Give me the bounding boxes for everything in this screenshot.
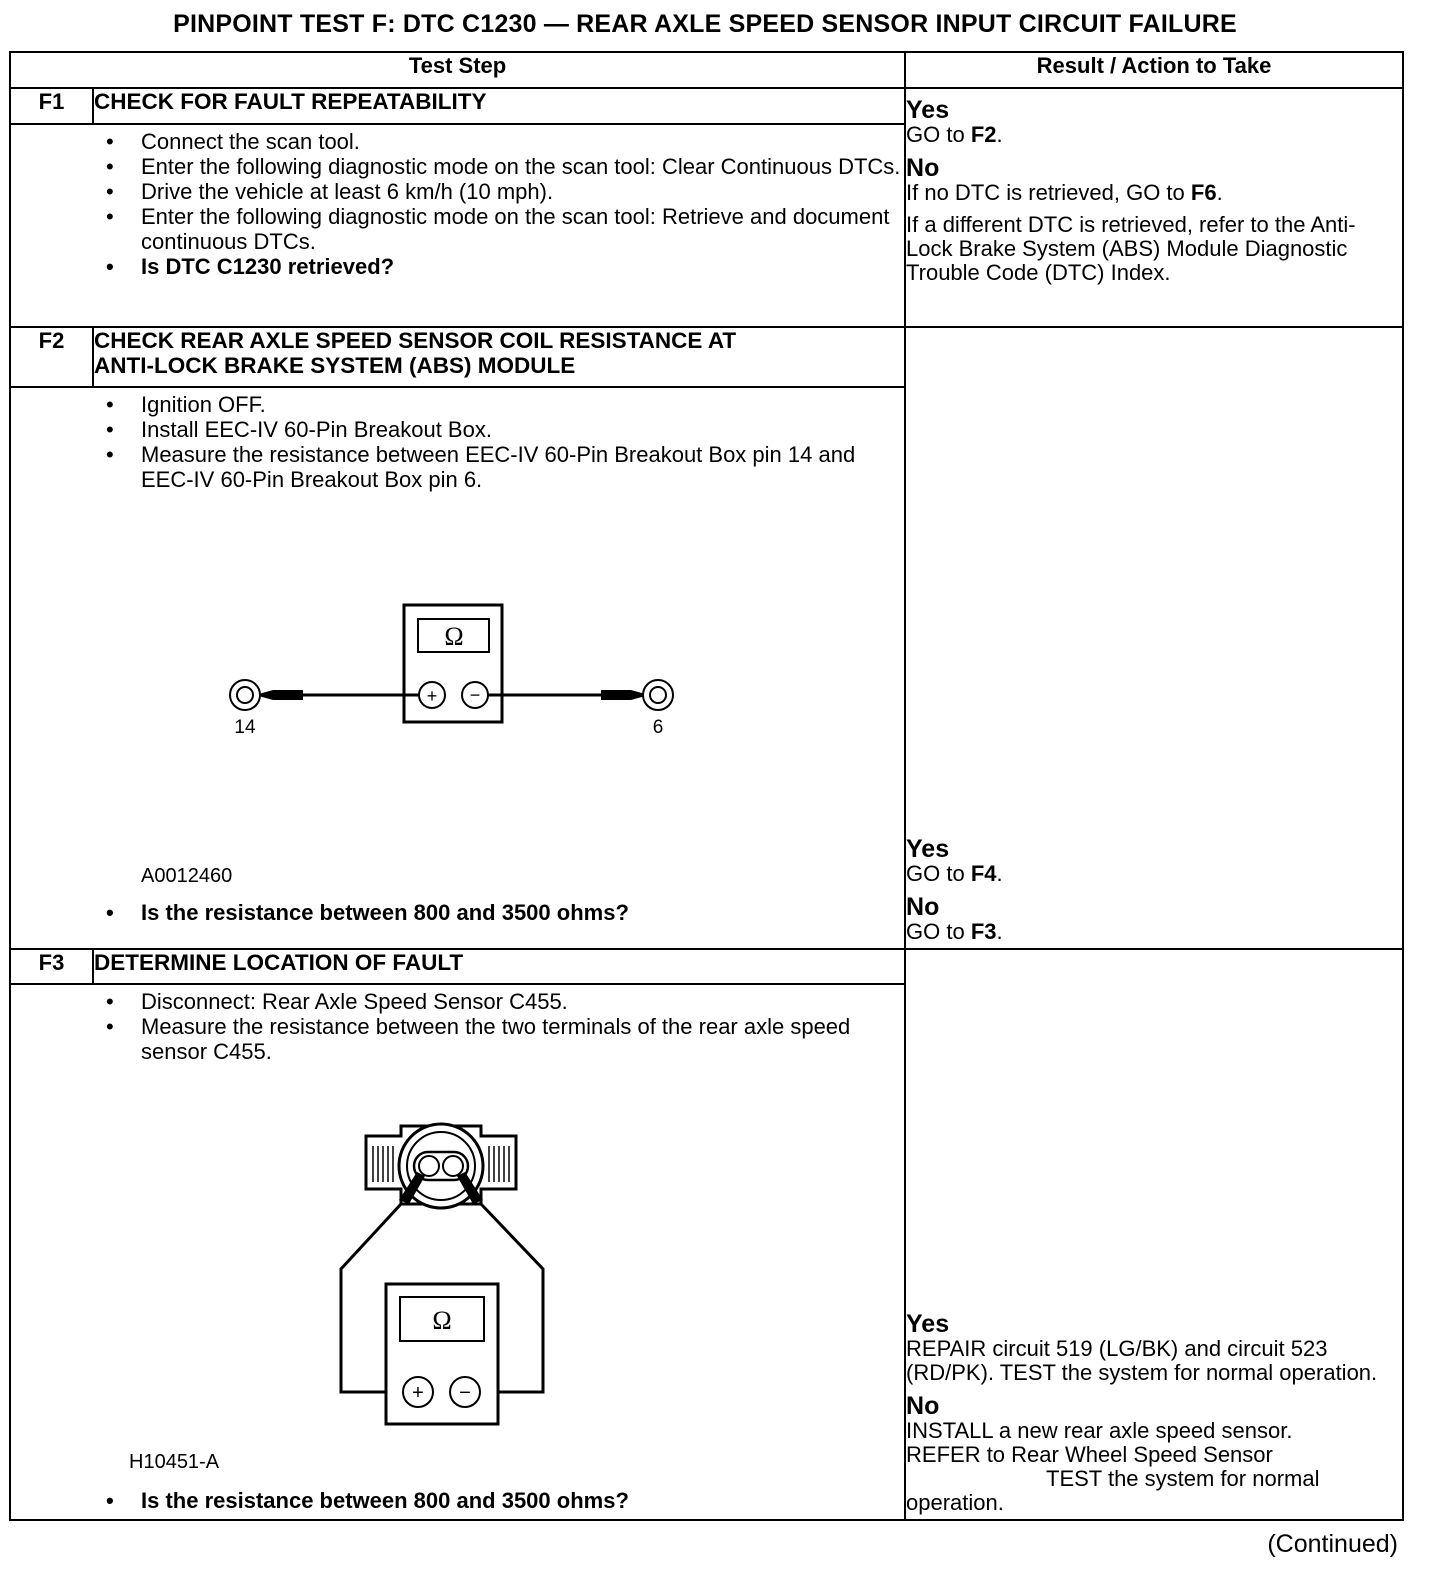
page-title: PINPOINT TEST F: DTC C1230 — REAR AXLE SPEED SENSOR INPUT CIRCUIT FAILURE (173, 10, 1237, 38)
list-item: • Connect the scan tool. (11, 129, 904, 154)
step-f1-heading-row (10, 88, 1403, 124)
probe-right (601, 690, 649, 700)
f2-question: • Is the resistance between 800 and 3500 ohms? (11, 900, 904, 925)
ohm-symbol: Ω (444, 622, 464, 651)
pin-14-label: 14 (234, 717, 256, 738)
ohm-symbol: Ω (432, 1306, 452, 1335)
f3-no-text-line-3: TEST the system for normal (1046, 1466, 1320, 1491)
f3-no-text-line-4: operation. (906, 1490, 1004, 1515)
f2-bullet-list (11, 392, 904, 492)
f1-no-ref: F6 (1190, 180, 1217, 205)
step-f3-body (10, 984, 905, 1520)
minus-sign: − (469, 685, 481, 705)
step-id-f1: F1 (10, 88, 93, 124)
step-f2-heading (93, 327, 905, 387)
figure-code-a0012460: A0012460 (141, 865, 233, 887)
list-item: • Enter the following diagnostic mode on the scan tool: Clear Continuous DTCs. (11, 154, 904, 179)
step-f2-body (10, 387, 905, 949)
f1-yes-text: GO to (906, 122, 971, 147)
f1-no-text-2: If a different DTC is retrieved, refer to the Anti-Lock Brake System (ABS) Module Diagnostic Trouble Code (DTC) Index. (906, 212, 1356, 285)
step-f1-body (10, 124, 905, 327)
f3-no-text-line-1: INSTALL a new rear axle speed sensor. (906, 1418, 1293, 1443)
list-item: • Enter the following diagnostic mode on the scan tool: Retrieve and document continuous DTCs. (11, 204, 904, 254)
terminal-1 (419, 1156, 439, 1176)
f2-heading-line-2: ANTI-LOCK BRAKE SYSTEM (ABS) MODULE (94, 353, 576, 378)
plus-sign: + (412, 1382, 424, 1404)
pin-6-center (650, 687, 666, 703)
step-id-f2: F2 (10, 327, 93, 387)
list-item: • Drive the vehicle at least 6 km/h (10 mph). (11, 179, 904, 204)
f3-no-text-line-2: REFER to Rear Wheel Speed Sensor (906, 1442, 1273, 1467)
step-f2-heading-row (10, 327, 1403, 387)
f2-heading-line-1: CHECK REAR AXLE SPEED SENSOR COIL RESISTANCE AT (94, 328, 737, 353)
f2-yes-ref: F4 (970, 861, 997, 886)
f2-yes-text: GO to (906, 861, 971, 886)
plus-sign: + (426, 686, 438, 706)
list-item: • Measure the resistance between the two terminals of the rear axle speed sensor C455. (11, 1014, 904, 1064)
f1-yes-ref: F2 (970, 122, 997, 147)
f1-no-label: No (906, 154, 940, 182)
list-item: • Measure the resistance between EEC-IV 60-Pin Breakout Box pin 14 and EEC-IV 60-Pin Breakout Box pin 6. (11, 442, 904, 492)
f2-question-list (11, 900, 904, 925)
f1-bullet-list (11, 129, 904, 279)
step-f3-result (905, 949, 1403, 1520)
table-header-row (10, 52, 1403, 88)
f2-no-text: GO to (906, 919, 971, 944)
f2-yes-label: Yes (906, 835, 950, 863)
f3-yes-label: Yes (906, 1310, 950, 1338)
f3-question-list (11, 1488, 904, 1513)
f1-yes-label: Yes (906, 96, 950, 124)
f3-yes-text: REPAIR circuit 519 (LG/BK) and circuit 523 (RD/PK). TEST the system for normal operation. (906, 1336, 1378, 1385)
f1-question: • Is DTC C1230 retrieved? (11, 254, 904, 279)
terminal-2 (443, 1156, 463, 1176)
step-id-f3: F3 (10, 949, 93, 984)
step-f2-result: Yes GO to F4. No GO to F3. (905, 327, 1403, 949)
ohmmeter-pin-diagram (11, 492, 891, 892)
f3-question: • Is the resistance between 800 and 3500 ohms? (11, 1488, 904, 1513)
step-f1-heading: CHECK FOR FAULT REPEATABILITY (93, 88, 905, 124)
f1-no-text: If no DTC is retrieved, GO to (906, 180, 1191, 205)
list-item: • Install EEC-IV 60-Pin Breakout Box. (11, 417, 904, 442)
header-test-step: Test Step (10, 52, 905, 88)
f2-no-label: No (906, 893, 940, 921)
list-item: • Ignition OFF. (11, 392, 904, 417)
sensor-connector-diagram (11, 1064, 891, 1474)
step-f1-result: Yes GO to F2. No If no DTC is retrieved, GO to F6. If a different DTC is retrieved, refer to the Anti-Lock Brake System (ABS) Module Diagnostic Trouble Code (DTC) Index. (905, 88, 1403, 327)
pinpoint-test-table (9, 51, 1404, 1521)
f3-bullet-list (11, 989, 904, 1064)
f3-no-label: No (906, 1392, 940, 1420)
continued-label: (Continued) (1267, 1530, 1398, 1558)
step-f3-heading: DETERMINE LOCATION OF FAULT (93, 949, 905, 984)
figure-code-h10451-a: H10451-A (129, 1451, 220, 1473)
pin-14-center (237, 687, 253, 703)
f2-no-ref: F3 (970, 919, 997, 944)
minus-sign: − (459, 1382, 471, 1404)
list-item: • Disconnect: Rear Axle Speed Sensor C455. (11, 989, 904, 1014)
pin-6-label: 6 (652, 717, 664, 738)
step-f3-heading-row (10, 949, 1403, 984)
probe-left (255, 690, 303, 700)
header-result-action: Result / Action to Take (905, 52, 1403, 88)
